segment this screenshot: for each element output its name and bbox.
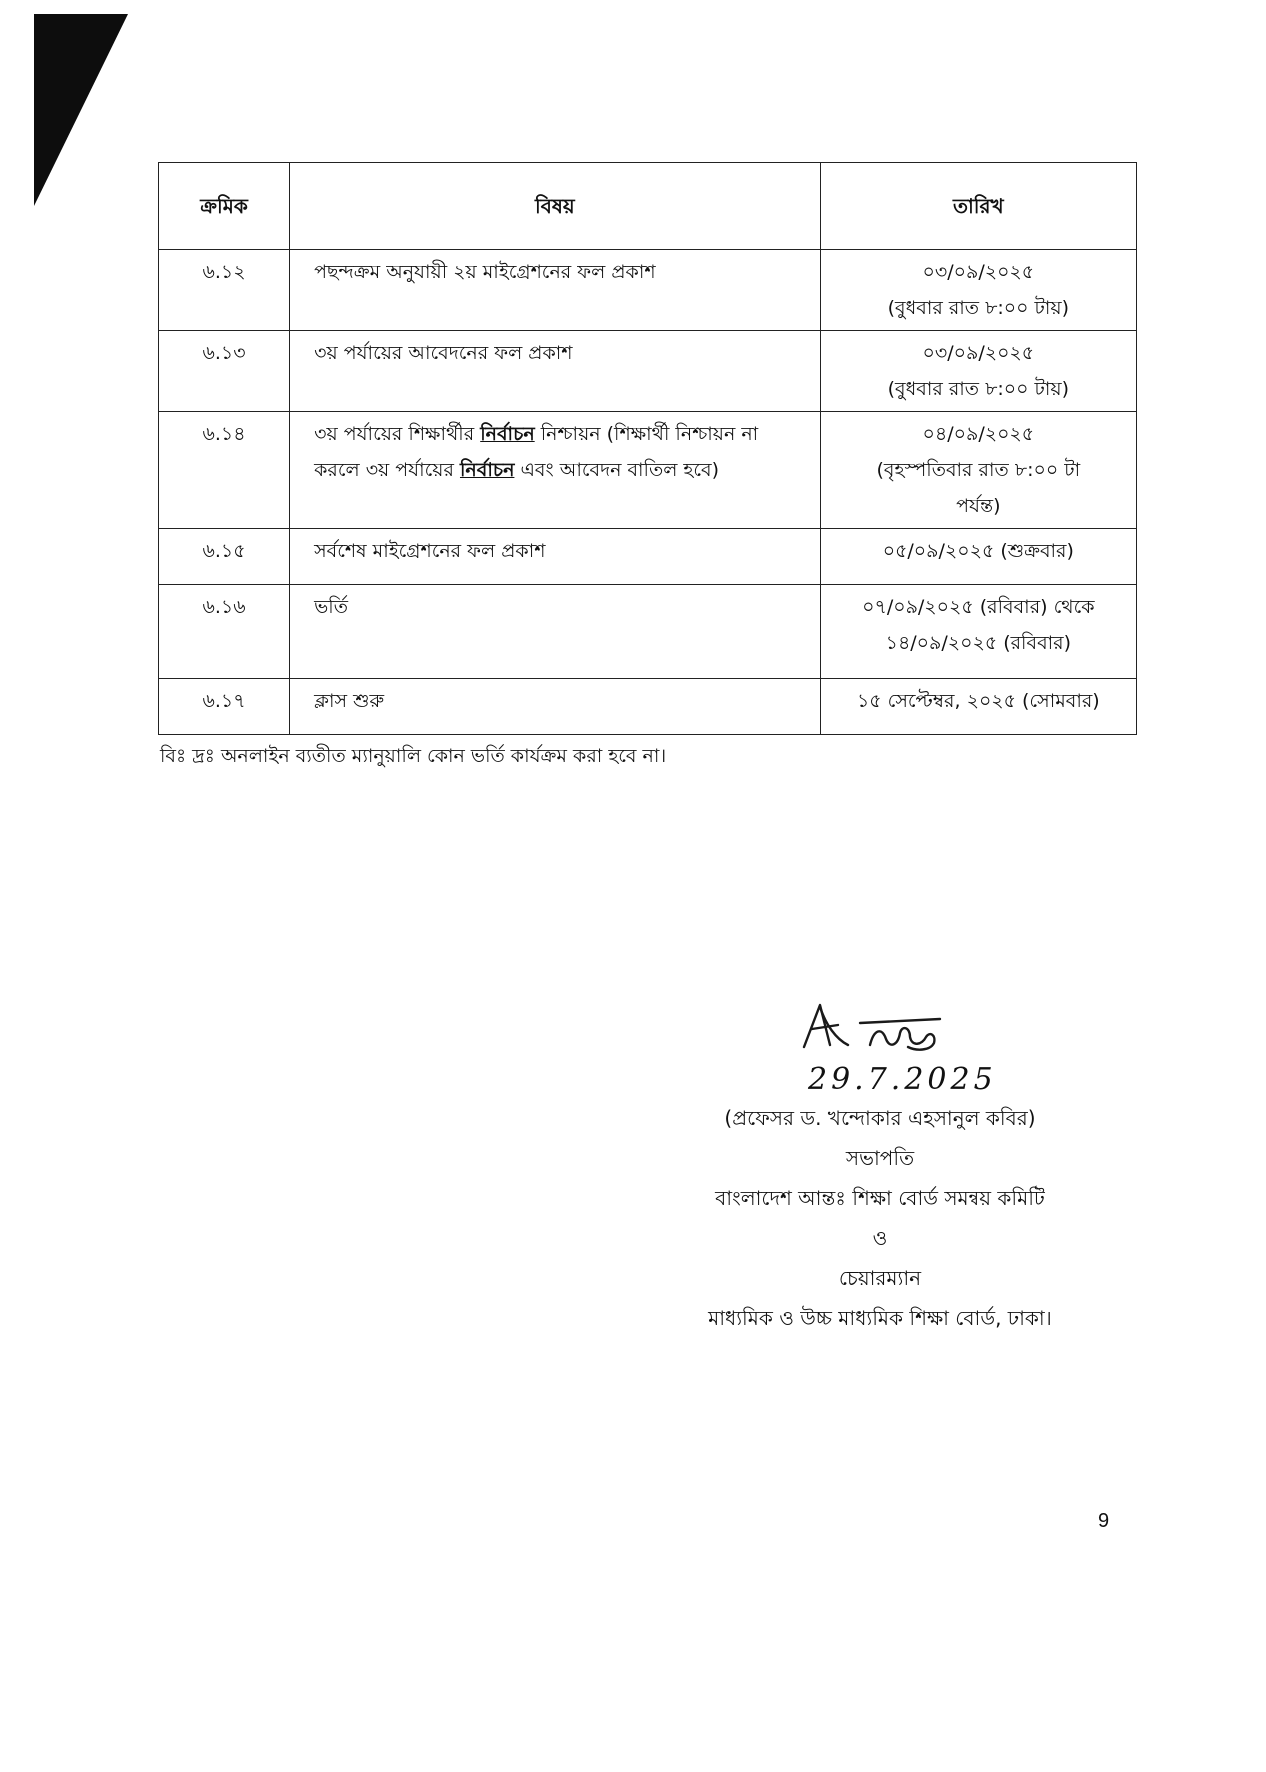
date-line: ১৫ সেপ্টেম্বর, ২০২৫ (সোমবার): [856, 690, 1100, 712]
subject-text: নিশ্চায়ন (শিক্ষার্থী নিশ্চায়ন না: [534, 423, 759, 445]
subject-line: ক্লাস শুরু: [314, 690, 385, 712]
footnote: বিঃ দ্রঃ অনলাইন ব্যতীত ম্যানুয়ালি কোন ভর্তি কার্যক্রম করা হবে না।: [160, 745, 667, 767]
row-serial: ৬.১৩: [159, 331, 290, 412]
subject-emphasis: নির্বাচন: [459, 459, 515, 481]
date-line: (বুধবার রাত ৮:০০ টায়): [887, 297, 1070, 319]
row-date: [820, 585, 1136, 679]
signatory-name: (প্রফেসর ড. খন্দোকার এহসানুল কবির): [724, 1106, 1036, 1130]
row-serial: ৬.১৭: [159, 679, 290, 735]
table-row: [159, 529, 1137, 585]
handwritten-date: 29.7.2025: [808, 1062, 997, 1097]
row-serial: ৬.১৪: [159, 412, 290, 529]
row-serial: ৬.১২: [159, 250, 290, 331]
signatory-conjunction: ও: [872, 1226, 888, 1250]
row-serial: ৬.১৫: [159, 529, 290, 585]
header-subject: বিষয়: [290, 163, 821, 250]
header-date: তারিখ: [820, 163, 1136, 250]
row-subject: [290, 250, 821, 331]
table-row: [159, 679, 1137, 735]
row-date: [820, 529, 1136, 585]
subject-text: করলে ৩য় পর্যায়ের: [314, 459, 460, 481]
row-serial: ৬.১৬: [159, 585, 290, 679]
date-line: ০৩/০৯/২০২৫: [922, 342, 1035, 364]
date-line: পর্যন্ত): [956, 495, 1001, 517]
subject-line: [314, 416, 808, 452]
subject-emphasis: নির্বাচন: [480, 423, 535, 445]
row-subject: [290, 679, 821, 735]
row-date: [820, 331, 1136, 412]
subject-line: পছন্দক্রম অনুযায়ী ২য় মাইগ্রেশনের ফল প্রকাশ: [314, 261, 656, 283]
signatory-title: সভাপতি: [845, 1146, 915, 1170]
date-line: (বৃহস্পতিবার রাত ৮:০০ টা: [876, 459, 1081, 481]
table-row: [159, 412, 1137, 529]
table-header-row: [159, 163, 1137, 250]
row-subject: [290, 412, 821, 529]
date-line: ০৫/০৯/২০২৫ (শুক্রবার): [882, 540, 1074, 562]
subject-line: ৩য় পর্যায়ের আবেদনের ফল প্রকাশ: [314, 342, 573, 364]
subject-text: এবং আবেদন বাতিল হবে): [514, 459, 720, 481]
page-number: 9: [1098, 1510, 1110, 1532]
subject-text: ৩য় পর্যায়ের শিক্ষার্থীর: [314, 423, 481, 445]
signatory-title: চেয়ারম্যান: [838, 1266, 922, 1290]
date-line: ০৩/০৯/২০২৫: [922, 261, 1035, 283]
subject-line: [314, 452, 808, 488]
table-row: [159, 250, 1137, 331]
signature-block: [640, 1098, 1120, 1338]
signatory-committee: বাংলাদেশ আন্তঃ শিক্ষা বোর্ড সমন্বয় কমিটি: [715, 1186, 1045, 1210]
date-line: ১৪/০৯/২০২৫ (রবিবার): [885, 632, 1072, 654]
schedule-table: [158, 162, 1137, 735]
row-subject: [290, 331, 821, 412]
date-line: (বুধবার রাত ৮:০০ টায়): [887, 378, 1070, 400]
date-line: ০৪/০৯/২০২৫: [922, 423, 1035, 445]
corner-scan-mark: [0, 0, 140, 220]
row-subject: [290, 585, 821, 679]
handwritten-signature: [790, 995, 970, 1065]
signatory-board: মাধ্যমিক ও উচ্চ মাধ্যমিক শিক্ষা বোর্ড, ঢাকা।: [708, 1306, 1052, 1330]
row-subject: [290, 529, 821, 585]
date-line: ০৭/০৯/২০২৫ (রবিবার) থেকে: [862, 596, 1095, 618]
header-serial: ক্রমিক: [159, 163, 290, 250]
row-date: [820, 679, 1136, 735]
table-row: [159, 585, 1137, 679]
subject-line: ভর্তি: [314, 596, 348, 618]
table-row: [159, 331, 1137, 412]
row-date: [820, 412, 1136, 529]
row-date: [820, 250, 1136, 331]
subject-line: সর্বশেষ মাইগ্রেশনের ফল প্রকাশ: [314, 540, 546, 562]
